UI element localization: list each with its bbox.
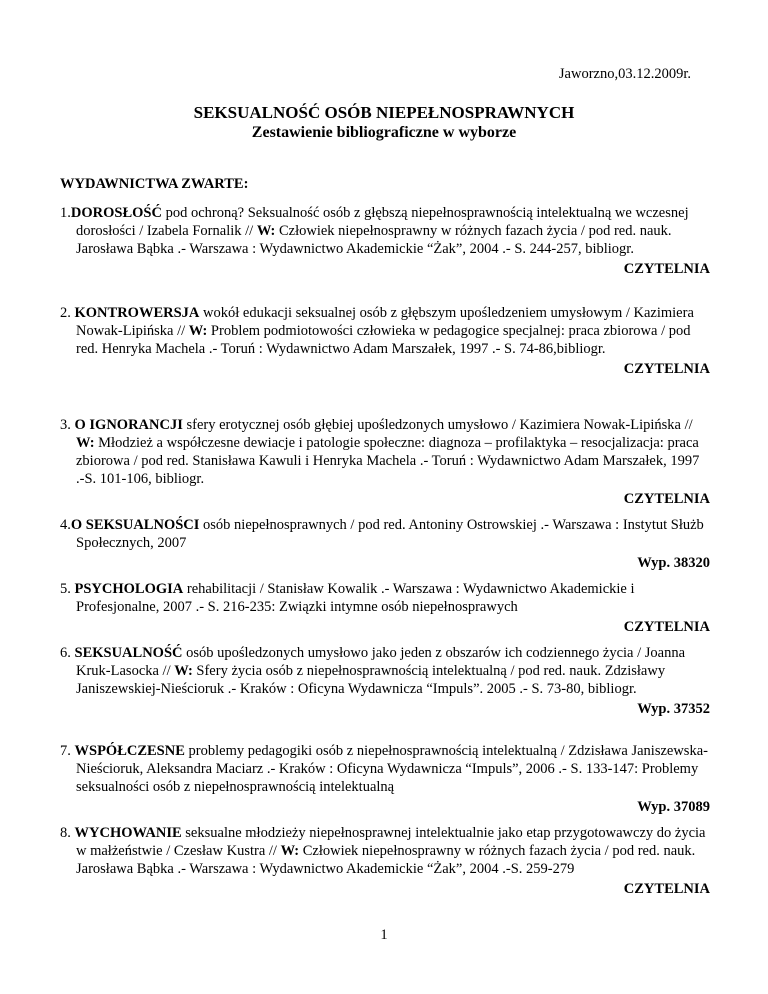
entry-in-marker: W: <box>174 663 193 679</box>
entry-text: wokół edukacji seksualnej osób z głębszym upośledzeniem umysłowym / Kazimiera Nowak-Lipińska // <box>76 305 694 339</box>
entry-number: 5. <box>60 581 75 597</box>
entry-in-marker: W: <box>256 223 276 239</box>
entry-location: Wyp. 38320 <box>637 555 710 571</box>
entry-location: CZYTELNIA <box>623 491 710 507</box>
entry-text: pod ochroną? Seksualność osób z głębszą niepełnosprawnością intelektualną we wczesnej dorosłości / Izabela Fornalik // <box>76 205 689 239</box>
entry-number: 8. <box>60 825 75 841</box>
entry-location: CZYTELNIA <box>623 261 710 277</box>
bibliography-entry <box>60 580 710 636</box>
bibliography-entry <box>60 742 710 816</box>
entry-location: CZYTELNIA <box>623 361 710 377</box>
bibliography-entry <box>60 824 710 898</box>
bibliography-entry <box>60 516 710 572</box>
entry-text: osób niepełnosprawnych / pod red. Antoniny Ostrowskiej .- Warszawa : Instytut Służb Społecznych, 2007 <box>76 517 704 551</box>
entry-in-marker: W: <box>280 843 300 859</box>
entry-text: osób upośledzonych umysłowo jako jeden z obszarów ich codziennego życia / Joanna Kruk-Lasocka // <box>76 645 686 679</box>
entry-location: Wyp. 37089 <box>637 799 710 815</box>
bibliography-entry <box>60 416 710 508</box>
entry-keyword: O IGNORANCJI <box>74 417 183 433</box>
entry-text-continued: Młodzież a współczesne dewiacje i patologie społeczne: diagnoza – profilaktyka – resocjalizacja: praca zbiorowa / pod red. Stanisława Kawuli i Henryka Machela .- Toruń : Wydawnictwo Adam Marszałek, 1997 .-S. 101-106, bibliogr. <box>76 435 700 487</box>
entry-text: rehabilitacji / Stanisław Kowalik .- Warszawa : Wydawnictwo Akademickie i Profesjonalne, 2007 .- S. 216-235: Związki intymne osób niepełnosprawych <box>76 581 635 615</box>
section-heading: WYDAWNICTWA ZWARTE: <box>60 176 249 192</box>
entry-text-continued: Sfery życia osób z niepełnosprawnością intelektualną / pod red. nauk. Zdzisławy Janiszewskiej-Nieścioruk .- Kraków : Oficyna Wydawnicza “Impuls”. 2005 .- S. 73-80, bibliogr. <box>76 663 666 697</box>
bibliography-entry <box>60 644 710 718</box>
entry-in-marker: W: <box>76 435 95 451</box>
entry-number: 4. <box>60 517 71 533</box>
entry-location: Wyp. 37352 <box>637 701 710 717</box>
entry-keyword: PSYCHOLOGIA <box>74 581 184 597</box>
entry-keyword: SEKSUALNOŚĆ <box>74 645 183 661</box>
entry-text: seksualne młodzieży niepełnosprawnej intelektualnie jako etap przygotowawczy do życia w małżeństwie / Czesław Kustra // <box>76 825 706 859</box>
entry-in-marker: W: <box>188 323 208 339</box>
bibliography-entry <box>60 304 710 378</box>
bibliography-entry <box>60 204 710 278</box>
entry-number: 3. <box>60 417 75 433</box>
page-number: 1 <box>380 927 388 943</box>
entry-number: 1. <box>60 205 71 221</box>
entry-number: 2. <box>60 305 71 321</box>
document-date: Jaworzno,03.12.2009r. <box>558 66 691 82</box>
entry-keyword: KONTROWERSJA <box>70 305 200 321</box>
entry-text-continued: Człowiek niepełnosprawny w różnych fazach życia / pod red. nauk. Jarosława Bąbka .- Warszawa : Wydawnictwo Akademickie “Żak”, 2004 .- S. 244-257, bibliogr. <box>76 223 672 257</box>
entry-keyword: O SEKSUALNOŚCI <box>70 517 200 533</box>
entry-keyword: WSPÓŁCZESNE <box>74 743 185 759</box>
entry-text: sfery erotycznej osób głębiej upośledzonych umysłowo / Kazimiera Nowak-Lipińska // <box>182 417 693 433</box>
entry-keyword: WYCHOWANIE <box>74 825 182 841</box>
entry-text: problemy pedagogiki osób z niepełnosprawnością intelektualną / Zdzisława Janiszewska-Nieścioruk, Aleksandra Maciarz .- Kraków : Oficyna Wydawnicza “Impuls”, 2006 .- S. 133-147: Problemy seksualności osób z niepełnosprawnością intelektualną <box>76 743 708 795</box>
entry-location: CZYTELNIA <box>623 619 710 635</box>
entry-text-continued: Człowiek niepełnosprawny w różnych fazach życia / pod red. nauk. Jarosława Bąbka .- Warszawa : Wydawnictwo Akademickie “Żak”, 2004 .-S. 259-279 <box>76 843 696 877</box>
entry-keyword: DOROSŁOŚĆ <box>70 205 162 221</box>
entry-number: 7. <box>60 743 75 759</box>
document-subtitle: Zestawienie bibliograficzne w wyborze <box>251 124 517 141</box>
document-title: SEKSUALNOŚĆ OSÓB NIEPEŁNOSPRAWNYCH <box>193 103 575 122</box>
entry-location: CZYTELNIA <box>623 881 710 897</box>
entry-number: 6. <box>60 645 75 661</box>
entry-text-continued: Problem podmiotowości człowieka w pedagogice specjalnej: praca zbiorowa / pod red. Henryka Machela .- Toruń : Wydawnictwo Adam Marszałek, 1997 .- S. 74-86,bibliogr. <box>76 323 691 357</box>
